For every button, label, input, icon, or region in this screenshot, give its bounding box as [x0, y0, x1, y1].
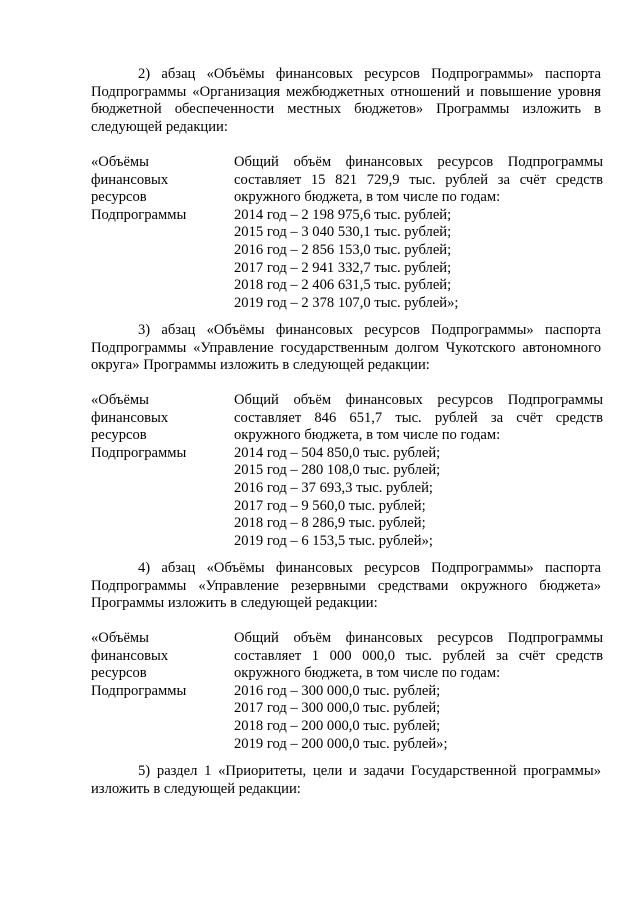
label-line: ресурсов	[91, 427, 147, 444]
block-description: Общий объём финансовых ресурсов Подпрограммы составляет 1 000 000,0 тыс. рублей за счёт средств окружного бюджета, в том числе по годам:	[234, 630, 603, 682]
year-item: 2014 год – 504 850,0 тыс. рублей;	[234, 444, 441, 461]
label-line: Подпрограммы	[91, 206, 187, 223]
block-description: Общий объём финансовых ресурсов Подпрограммы составляет 846 651,7 тыс. рублей за счёт средств окружного бюджета, в том числе по годам:	[234, 392, 603, 444]
label-line: Подпрограммы	[91, 682, 187, 699]
amendment-paragraph-2	[91, 66, 601, 136]
year-item: 2017 год – 2 941 332,7 тыс. рублей;	[234, 259, 452, 276]
year-item: 2016 год – 2 856 153,0 тыс. рублей;	[234, 241, 452, 258]
block-label	[91, 154, 221, 224]
paragraph-text: 5) раздел 1 «Приоритеты, цели и задачи Государственной программы» изложить в следующей редакции:	[91, 763, 601, 797]
year-item: 2017 год – 300 000,0 тыс. рублей;	[234, 700, 441, 717]
label-line: «Объёмы	[91, 154, 149, 170]
year-list	[234, 683, 603, 753]
year-item: 2019 год – 6 153,5 тыс. рублей»;	[234, 532, 433, 549]
label-line: «Объёмы	[91, 630, 149, 646]
amendment-paragraph-4	[91, 560, 601, 613]
year-item: 2015 год – 3 040 530,1 тыс. рублей;	[234, 224, 452, 241]
paragraph-text: 2) абзац «Объёмы финансовых ресурсов Подпрограммы» паспорта Подпрограммы «Организация межбюджетных отношений и повышение уровня бюджетной обеспеченности местных бюджетов» Программы изложить в следующей редакции:	[91, 66, 601, 135]
label-line: «Объёмы	[91, 392, 149, 408]
year-item: 2017 год – 9 560,0 тыс. рублей;	[234, 497, 426, 514]
block-label	[91, 630, 221, 700]
year-item: 2018 год – 200 000,0 тыс. рублей;	[234, 717, 441, 734]
label-line: ресурсов	[91, 189, 147, 206]
label-line: финансовых	[91, 647, 169, 664]
block-label	[91, 392, 221, 462]
year-item: 2018 год – 8 286,9 тыс. рублей;	[234, 515, 426, 532]
paragraph-text: 3) абзац «Объёмы финансовых ресурсов Подпрограммы» паспорта Подпрограммы «Управление государственным долгом Чукотского автономного округа» Программы изложить в следующей редакции:	[91, 322, 601, 374]
amendment-paragraph-5	[91, 763, 601, 798]
year-item: 2015 год – 280 108,0 тыс. рублей;	[234, 462, 441, 479]
year-list	[234, 445, 603, 551]
year-item: 2014 год – 2 198 975,6 тыс. рублей;	[234, 206, 452, 223]
year-item: 2016 год – 37 693,3 тыс. рублей;	[234, 479, 433, 496]
label-line: финансовых	[91, 409, 169, 426]
label-line: ресурсов	[91, 665, 147, 682]
label-line: Подпрограммы	[91, 444, 187, 461]
year-item: 2019 год – 200 000,0 тыс. рублей»;	[234, 735, 448, 752]
amendment-paragraph-3	[91, 322, 601, 375]
paragraph-text: 4) абзац «Объёмы финансовых ресурсов Подпрограммы» паспорта Подпрограммы «Управление резервными средствами окружного бюджета» Программы изложить в следующей редакции:	[91, 560, 601, 612]
block-description: Общий объём финансовых ресурсов Подпрограммы составляет 15 821 729,9 тыс. рублей за счёт средств окружного бюджета, в том числе по годам:	[234, 154, 603, 206]
year-item: 2018 год – 2 406 631,5 тыс. рублей;	[234, 277, 452, 294]
label-line: финансовых	[91, 171, 169, 188]
year-item: 2016 год – 300 000,0 тыс. рублей;	[234, 682, 441, 699]
year-item: 2019 год – 2 378 107,0 тыс. рублей»;	[234, 294, 459, 311]
year-list	[234, 207, 603, 313]
